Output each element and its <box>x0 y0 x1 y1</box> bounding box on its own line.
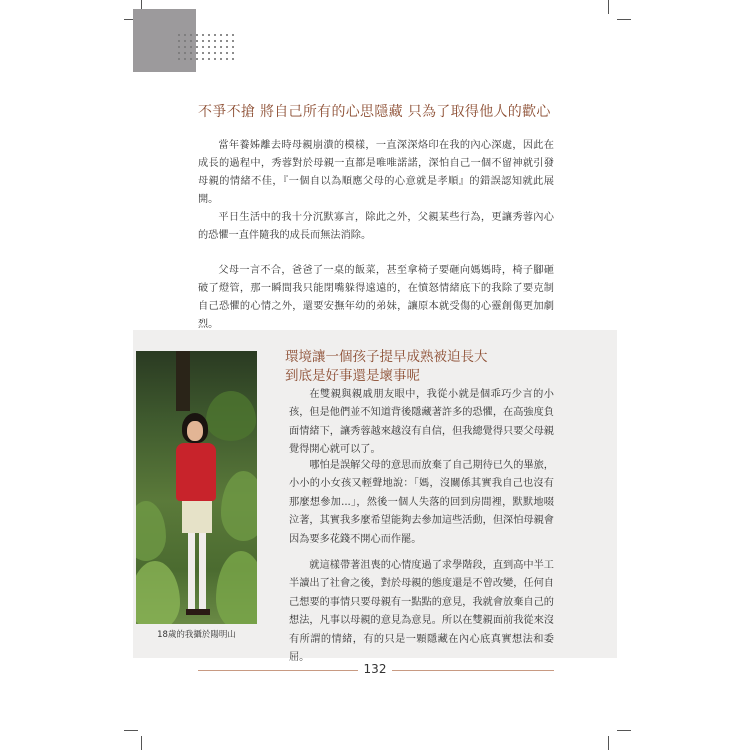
section-heading: 不爭不搶 將自己所有的心思隱藏 只為了取得他人的歡心 <box>198 104 551 120</box>
crop-mark <box>608 736 609 750</box>
portrait-photo <box>136 351 257 624</box>
footer-rule <box>392 670 554 671</box>
body-paragraph: 當年養姊離去時母親崩潰的模樣，一直深深烙印在我的內心深處，因此在成長的過程中，秀蓉對於母親一直都是唯唯諾諾，深怕自己一個不留神就引發母親的情緒不佳，『一個自以為順應父母的心意就是孝順』的錯誤認知就此展開。 <box>198 140 554 205</box>
box-paragraph: 就這樣帶著沮喪的心情度過了求學階段，直到高中半工半讀出了社會之後，對於母親的態度還是不曾改變，任何自己想要的事情只要母親有一點點的意見，我就會放棄自己的想法，凡事以母親的意見為意見。所以在雙親面前我從來沒有所謂的情緒，有的只是一顆隱藏在內心底真實想法和委屈。 <box>289 560 554 664</box>
page-number: 132 <box>363 662 387 676</box>
box-heading: 環境讓一個孩子提早成熟被迫長大 <box>285 349 488 365</box>
crop-mark <box>617 19 631 20</box>
box-paragraph: 哪怕是誤解父母的意思而放棄了自己期待已久的畢旅，小小的小女孩又輕聲地說：「媽，沒關係其實我自己也沒有那麼想參加...」，然後一個人失落的回到房間裡，默默地啜泣著，其實我多麼希望能夠去參加這些活動，但深怕母親會因為要多花錢不開心而作罷。 <box>289 460 554 545</box>
crop-mark <box>124 730 138 731</box>
body-paragraph: 平日生活中的我十分沉默寡言，除此之外，父親某些行為，更讓秀蓉內心的恐懼一直伴隨我的成長而無法消除。 <box>198 212 554 241</box>
footer-rule <box>198 670 358 671</box>
crop-mark <box>141 736 142 750</box>
decorative-dot-grid <box>176 32 238 60</box>
photo-caption: 18歲的我攝於陽明山 <box>157 630 236 640</box>
crop-mark <box>608 0 609 14</box>
crop-mark <box>617 730 631 731</box>
box-paragraph: 在雙親與親戚朋友眼中，我從小就是個乖巧少言的小孩，但是他們並不知道背後隱藏著許多的恐懼，在高強度負面情緒下，讓秀蓉越來越沒有自信，但我總覺得只要父母親覺得開心就可以了。 <box>289 389 554 456</box>
body-paragraph: 父母一言不合，爸爸了一桌的飯菜，甚至拿椅子要砸向媽媽時，椅子腳砸破了燈管，那一瞬間我只能閉嘴躲得遠遠的，在憤怒情緒底下的我除了要克制自己恐懼的心情之外，還要安撫年幼的弟妹，讓原本就受傷的心靈創傷更加劇烈。 <box>198 265 554 330</box>
box-heading: 到底是好事還是壞事呢 <box>285 368 420 384</box>
